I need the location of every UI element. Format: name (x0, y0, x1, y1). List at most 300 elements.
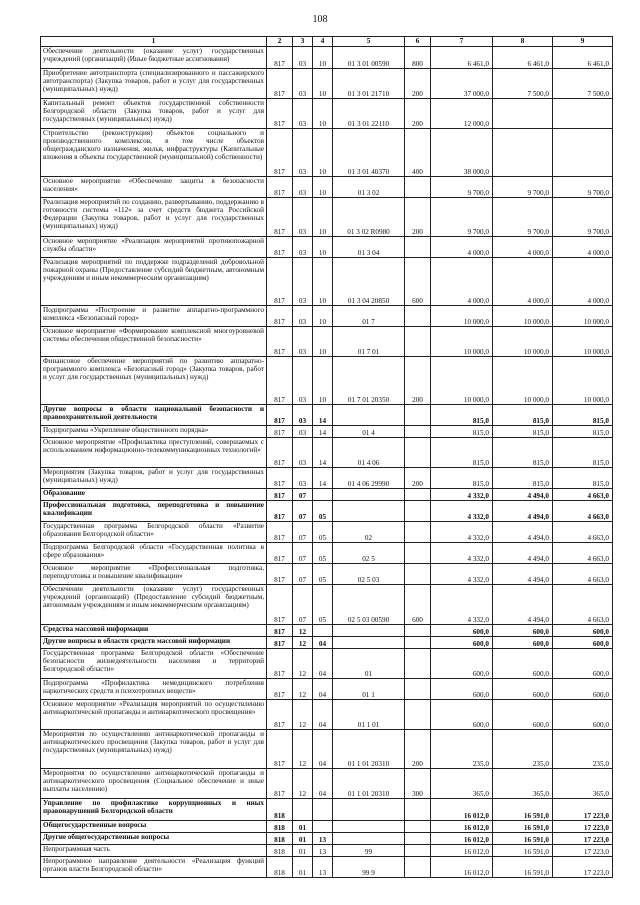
grbs-code: 817 (267, 468, 293, 489)
table-row (41, 468, 613, 489)
expense-type-code (405, 857, 431, 878)
grbs-code: 817 (267, 258, 293, 306)
grbs-code: 817 (267, 700, 293, 730)
row-description: Подпрограмма «Построение и развитие аппаратно-программного комплекса «Безопасный город» (41, 306, 267, 327)
grbs-code: 817 (267, 585, 293, 625)
table-row (41, 625, 613, 637)
amount-year-3: 4 000,0 (553, 237, 613, 258)
subsection-code: 04 (313, 700, 333, 730)
table-row (41, 99, 613, 129)
column-header: 1 (41, 37, 267, 47)
amount-year-2: 600,0 (493, 625, 553, 637)
amount-year-1: 815,0 (431, 468, 493, 489)
amount-year-3: 4 000,0 (553, 258, 613, 306)
amount-year-3: 17 223,0 (553, 857, 613, 878)
amount-year-3: 600,0 (553, 625, 613, 637)
table-row (41, 426, 613, 438)
expense-type-code (405, 564, 431, 585)
subsection-code: 10 (313, 327, 333, 357)
table-row (41, 649, 613, 679)
table-row (41, 821, 613, 833)
amount-year-1: 16 012,0 (431, 845, 493, 857)
table-row (41, 258, 613, 306)
amount-year-3 (553, 129, 613, 177)
table-row (41, 522, 613, 543)
expense-type-code (405, 649, 431, 679)
amount-year-1: 600,0 (431, 649, 493, 679)
grbs-code: 817 (267, 99, 293, 129)
target-article-code: 01 3 01 22110 (333, 99, 405, 129)
amount-year-1: 600,0 (431, 625, 493, 637)
target-article-code: 01 7 01 (333, 327, 405, 357)
grbs-code: 817 (267, 129, 293, 177)
column-header: 9 (553, 37, 613, 47)
grbs-code: 817 (267, 501, 293, 522)
amount-year-3: 17 223,0 (553, 833, 613, 845)
amount-year-3: 4 663,0 (553, 543, 613, 564)
target-article-code: 01 (333, 649, 405, 679)
expense-type-code (405, 306, 431, 327)
subsection-code: 10 (313, 99, 333, 129)
amount-year-1: 9 700,0 (431, 198, 493, 237)
target-article-code: 01 1 (333, 679, 405, 700)
table-row (41, 637, 613, 649)
amount-year-2: 815,0 (493, 405, 553, 426)
subsection-code: 05 (313, 564, 333, 585)
grbs-code: 818 (267, 799, 293, 821)
table-row (41, 543, 613, 564)
expense-type-code (405, 522, 431, 543)
amount-year-3: 17 223,0 (553, 821, 613, 833)
subsection-code: 14 (313, 405, 333, 426)
expense-type-code: 300 (405, 769, 431, 799)
subsection-code: 10 (313, 258, 333, 306)
amount-year-1: 815,0 (431, 426, 493, 438)
row-description: Строительство (реконструкция) объектов социального и производственного комплексов, в том числе объектов общегражданского назначения, жилья, инфраструктуры (Капитальные вложения в объекты государственной (муниципальной) собственности) (41, 129, 267, 177)
section-code: 01 (293, 857, 313, 878)
amount-year-2: 7 500,0 (493, 69, 553, 99)
subsection-code: 10 (313, 177, 333, 198)
amount-year-1: 16 012,0 (431, 799, 493, 821)
amount-year-3: 10 000,0 (553, 357, 613, 405)
target-article-code: 01 3 01 00590 (333, 47, 405, 69)
subsection-code: 05 (313, 543, 333, 564)
row-description: Основное мероприятие «Реализация мероприятий по осуществлению антинаркотической пропаганды и антинаркотического просвещения» (41, 700, 267, 730)
amount-year-3: 7 500,0 (553, 69, 613, 99)
subsection-code: 10 (313, 237, 333, 258)
amount-year-2: 16 591,0 (493, 833, 553, 845)
row-description: Другие вопросы в области средств массовой информации (41, 637, 267, 649)
grbs-code: 818 (267, 833, 293, 845)
table-row (41, 501, 613, 522)
expense-type-code (405, 625, 431, 637)
amount-year-1: 12 000,0 (431, 99, 493, 129)
amount-year-1: 4 332,0 (431, 564, 493, 585)
table-row (41, 799, 613, 821)
expense-type-code (405, 426, 431, 438)
amount-year-2: 4 494,0 (493, 585, 553, 625)
subsection-code: 10 (313, 357, 333, 405)
amount-year-3: 365,0 (553, 769, 613, 799)
amount-year-2: 600,0 (493, 649, 553, 679)
column-header: 8 (493, 37, 553, 47)
expense-type-code: 800 (405, 47, 431, 69)
table-row (41, 679, 613, 700)
target-article-code: 99 9 (333, 857, 405, 878)
section-code: 12 (293, 700, 313, 730)
target-article-code (333, 821, 405, 833)
row-description: Подпрограмма «Укрепление общественного порядка» (41, 426, 267, 438)
target-article-code: 99 (333, 845, 405, 857)
amount-year-2: 4 000,0 (493, 237, 553, 258)
budget-table-container (40, 36, 612, 878)
subsection-code: 13 (313, 857, 333, 878)
section-code: 03 (293, 357, 313, 405)
table-row (41, 47, 613, 69)
amount-year-2 (493, 99, 553, 129)
row-description: Непрограммное направление деятельности «Реализация функций органов власти Белгородской области» (41, 857, 267, 878)
expense-type-code: 200 (405, 468, 431, 489)
target-article-code: 01 7 (333, 306, 405, 327)
table-row (41, 198, 613, 237)
amount-year-3: 9 700,0 (553, 177, 613, 198)
amount-year-2: 815,0 (493, 426, 553, 438)
amount-year-3: 600,0 (553, 637, 613, 649)
expense-type-code (405, 833, 431, 845)
grbs-code: 817 (267, 679, 293, 700)
section-code: 01 (293, 821, 313, 833)
amount-year-2: 815,0 (493, 438, 553, 468)
subsection-code: 04 (313, 649, 333, 679)
column-header: 4 (313, 37, 333, 47)
row-description: Основное мероприятие «Формирование комплексной многоуровневой системы обеспечения общественной безопасности» (41, 327, 267, 357)
row-description: Мероприятия по осуществлению антинаркотической пропаганды и антинаркотического просвещения (Социальное обеспечение и иные выплаты населению) (41, 769, 267, 799)
target-article-code: 01 3 01 40370 (333, 129, 405, 177)
amount-year-3: 600,0 (553, 700, 613, 730)
subsection-code: 04 (313, 679, 333, 700)
amount-year-3: 815,0 (553, 405, 613, 426)
table-body (41, 37, 613, 878)
table-row (41, 489, 613, 501)
grbs-code: 818 (267, 857, 293, 878)
section-code: 03 (293, 438, 313, 468)
target-article-code: 02 5 (333, 543, 405, 564)
grbs-code: 817 (267, 69, 293, 99)
table-row (41, 438, 613, 468)
section-code: 03 (293, 237, 313, 258)
target-article-code: 02 5 03 00590 (333, 585, 405, 625)
row-description: Основное мероприятие «Обеспечение защиты в безопасности населения» (41, 177, 267, 198)
target-article-code: 01 4 06 29990 (333, 468, 405, 489)
table-row (41, 327, 613, 357)
table-row (41, 237, 613, 258)
row-description: Мероприятия (Закупка товаров, работ и услуг для государственных (муниципальных) нужд) (41, 468, 267, 489)
table-row (41, 177, 613, 198)
grbs-code: 817 (267, 47, 293, 69)
expense-type-code: 200 (405, 69, 431, 99)
column-header: 5 (333, 37, 405, 47)
amount-year-2: 9 700,0 (493, 177, 553, 198)
amount-year-1: 815,0 (431, 405, 493, 426)
amount-year-3: 17 223,0 (553, 799, 613, 821)
grbs-code: 817 (267, 198, 293, 237)
grbs-code: 817 (267, 543, 293, 564)
row-description: Финансовое обеспечение мероприятий по развитию аппаратно-программного комплекса «Безопасный город» (Закупка товаров, работ и услуг для государственных (муниципальных) нужд) (41, 357, 267, 405)
subsection-code (313, 821, 333, 833)
amount-year-1: 6 461,0 (431, 47, 493, 69)
table-row (41, 357, 613, 405)
amount-year-3: 10 000,0 (553, 327, 613, 357)
subsection-code: 10 (313, 47, 333, 69)
row-description: Обеспечение деятельности (оказание услуг) государственных учреждений (организаций) (Предоставление субсидий бюджетным, автономным учреждениям и иным некоммерческим организациям) (41, 585, 267, 625)
amount-year-2: 4 000,0 (493, 258, 553, 306)
amount-year-2: 6 461,0 (493, 47, 553, 69)
grbs-code: 817 (267, 637, 293, 649)
amount-year-1: 4 000,0 (431, 237, 493, 258)
target-article-code: 01 3 04 20850 (333, 258, 405, 306)
amount-year-2: 16 591,0 (493, 799, 553, 821)
table-row (41, 845, 613, 857)
target-article-code: 01 7 01 20350 (333, 357, 405, 405)
row-description: Профессиональная подготовка, переподготовка и повышение квалификации (41, 501, 267, 522)
amount-year-3: 600,0 (553, 679, 613, 700)
subsection-code: 04 (313, 769, 333, 799)
grbs-code: 818 (267, 821, 293, 833)
section-code: 03 (293, 69, 313, 99)
amount-year-3: 9 700,0 (553, 198, 613, 237)
section-code: 03 (293, 306, 313, 327)
amount-year-1: 37 000,0 (431, 69, 493, 99)
amount-year-3: 4 663,0 (553, 501, 613, 522)
section-code: 12 (293, 637, 313, 649)
target-article-code: 01 1 01 20310 (333, 730, 405, 769)
subsection-code (313, 489, 333, 501)
expense-type-code: 600 (405, 585, 431, 625)
subsection-code: 10 (313, 306, 333, 327)
amount-year-1: 10 000,0 (431, 357, 493, 405)
amount-year-1: 16 012,0 (431, 833, 493, 845)
amount-year-2: 4 494,0 (493, 501, 553, 522)
amount-year-3: 815,0 (553, 426, 613, 438)
amount-year-3 (553, 99, 613, 129)
section-code: 03 (293, 177, 313, 198)
section-code: 03 (293, 47, 313, 69)
amount-year-2: 600,0 (493, 637, 553, 649)
grbs-code: 817 (267, 357, 293, 405)
table-row (41, 69, 613, 99)
section-code: 03 (293, 405, 313, 426)
section-code: 01 (293, 845, 313, 857)
table-row (41, 769, 613, 799)
row-description: Образование (41, 489, 267, 501)
table-row (41, 833, 613, 845)
amount-year-1: 235,0 (431, 730, 493, 769)
subsection-code: 10 (313, 129, 333, 177)
grbs-code: 817 (267, 177, 293, 198)
column-header: 6 (405, 37, 431, 47)
amount-year-1: 600,0 (431, 637, 493, 649)
grbs-code: 817 (267, 405, 293, 426)
target-article-code: 01 4 06 (333, 438, 405, 468)
row-description: Реализация мероприятий по созданию, развертыванию, поддержанию в готовности системы «112» за счет средств бюджета Российской Федерации (Закупка товаров, работ и услуг для государственных (муниципальных) нужд) (41, 198, 267, 237)
target-article-code: 01 1 01 (333, 700, 405, 730)
section-code: 12 (293, 679, 313, 700)
expense-type-code (405, 821, 431, 833)
row-description: Реализация мероприятий по поддержке подразделений добровольной пожарной охраны (Предоставление субсидий бюджетным, автономным учреждениям и иным некоммерческим организациям) (41, 258, 267, 306)
grbs-code: 817 (267, 426, 293, 438)
expense-type-code (405, 637, 431, 649)
amount-year-2: 365,0 (493, 769, 553, 799)
grbs-code: 817 (267, 237, 293, 258)
expense-type-code: 200 (405, 198, 431, 237)
section-code: 03 (293, 99, 313, 129)
amount-year-2: 10 000,0 (493, 327, 553, 357)
target-article-code: 02 (333, 522, 405, 543)
target-article-code (333, 405, 405, 426)
grbs-code: 817 (267, 564, 293, 585)
amount-year-3: 4 663,0 (553, 522, 613, 543)
expense-type-code (405, 700, 431, 730)
amount-year-1: 4 332,0 (431, 522, 493, 543)
grbs-code: 817 (267, 625, 293, 637)
row-description: Подпрограмма Белгородской области «Государственная политика в сфере образования» (41, 543, 267, 564)
amount-year-3: 815,0 (553, 468, 613, 489)
section-code: 07 (293, 585, 313, 625)
amount-year-2: 4 494,0 (493, 543, 553, 564)
table-row (41, 129, 613, 177)
grbs-code: 817 (267, 769, 293, 799)
expense-type-code: 200 (405, 99, 431, 129)
expense-type-code: 200 (405, 730, 431, 769)
amount-year-1: 600,0 (431, 700, 493, 730)
target-article-code: 01 4 (333, 426, 405, 438)
row-description: Капитальный ремонт объектов государственной собственности Белгородской области (Закупка товаров, работ и услуг для государственных (муниципальных) нужд) (41, 99, 267, 129)
expense-type-code (405, 177, 431, 198)
amount-year-2: 9 700,0 (493, 198, 553, 237)
section-code: 07 (293, 543, 313, 564)
expense-type-code: 600 (405, 258, 431, 306)
target-article-code: 01 3 02 R0980 (333, 198, 405, 237)
target-article-code: 02 5 03 (333, 564, 405, 585)
amount-year-2: 600,0 (493, 679, 553, 700)
amount-year-2: 815,0 (493, 468, 553, 489)
amount-year-2: 4 494,0 (493, 522, 553, 543)
target-article-code: 01 3 02 (333, 177, 405, 198)
page-number: 108 (312, 14, 328, 25)
amount-year-2: 10 000,0 (493, 357, 553, 405)
row-description: Мероприятия по осуществлению антинаркотической пропаганды и антинаркотического просвещения (Закупка товаров, работ и услуг для государственных (муниципальных) нужд) (41, 730, 267, 769)
grbs-code: 817 (267, 489, 293, 501)
grbs-code: 817 (267, 327, 293, 357)
subsection-code: 10 (313, 198, 333, 237)
amount-year-1: 4 332,0 (431, 501, 493, 522)
amount-year-1: 4 000,0 (431, 258, 493, 306)
amount-year-1: 16 012,0 (431, 821, 493, 833)
section-code: 07 (293, 522, 313, 543)
grbs-code: 818 (267, 845, 293, 857)
column-header: 7 (431, 37, 493, 47)
amount-year-1: 10 000,0 (431, 327, 493, 357)
row-description: Непрограммная часть (41, 845, 267, 857)
expense-type-code (405, 799, 431, 821)
amount-year-1: 16 012,0 (431, 857, 493, 878)
target-article-code (333, 489, 405, 501)
amount-year-1: 600,0 (431, 679, 493, 700)
section-code: 03 (293, 426, 313, 438)
amount-year-2: 16 591,0 (493, 821, 553, 833)
row-description: Общегосударственные вопросы (41, 821, 267, 833)
amount-year-1: 38 000,0 (431, 129, 493, 177)
amount-year-1: 9 700,0 (431, 177, 493, 198)
row-description: Средства массовой информации (41, 625, 267, 637)
target-article-code: 01 3 04 (333, 237, 405, 258)
section-code: 07 (293, 564, 313, 585)
section-code: 03 (293, 129, 313, 177)
section-code: 07 (293, 501, 313, 522)
target-article-code (333, 501, 405, 522)
row-description: Основное мероприятие «Профессиональная подготовка, переподготовка и повышение квалификации» (41, 564, 267, 585)
subsection-code: 13 (313, 845, 333, 857)
row-description: Государственная программа Белгородской области «Развитие образования Белгородской области» (41, 522, 267, 543)
section-code: 03 (293, 198, 313, 237)
amount-year-3: 17 223,0 (553, 845, 613, 857)
section-code: 03 (293, 468, 313, 489)
expense-type-code: 200 (405, 357, 431, 405)
section-code: 07 (293, 489, 313, 501)
amount-year-3: 815,0 (553, 438, 613, 468)
row-description: Другие общегосударственные вопросы (41, 833, 267, 845)
grbs-code: 817 (267, 306, 293, 327)
section-code: 12 (293, 649, 313, 679)
amount-year-3: 10 000,0 (553, 306, 613, 327)
subsection-code: 05 (313, 585, 333, 625)
subsection-code: 05 (313, 522, 333, 543)
table-row (41, 585, 613, 625)
row-description: Управление по профилактике коррупционных и иных правонарушений Белгородской области (41, 799, 267, 821)
amount-year-1: 10 000,0 (431, 306, 493, 327)
amount-year-2: 235,0 (493, 730, 553, 769)
amount-year-1: 365,0 (431, 769, 493, 799)
row-description: Подпрограмма «Профилактика немедицинского потребления наркотических средств и психотропных веществ» (41, 679, 267, 700)
expense-type-code (405, 489, 431, 501)
amount-year-3: 4 663,0 (553, 564, 613, 585)
section-code: 12 (293, 730, 313, 769)
table-row (41, 857, 613, 878)
expense-type-code: 400 (405, 129, 431, 177)
target-article-code: 01 1 01 20310 (333, 769, 405, 799)
amount-year-3: 600,0 (553, 649, 613, 679)
target-article-code (333, 625, 405, 637)
table-row (41, 700, 613, 730)
amount-year-3: 4 663,0 (553, 489, 613, 501)
amount-year-2: 10 000,0 (493, 306, 553, 327)
header-row (41, 37, 613, 47)
row-description: Государственная программа Белгородской области «Обеспечение безопасности жизнедеятельности населения и территорий Белгородской области» (41, 649, 267, 679)
column-header: 2 (267, 37, 293, 47)
section-code: 12 (293, 625, 313, 637)
expense-type-code (405, 327, 431, 357)
table-row (41, 405, 613, 426)
expense-type-code (405, 237, 431, 258)
subsection-code (313, 799, 333, 821)
grbs-code: 817 (267, 730, 293, 769)
expense-type-code (405, 438, 431, 468)
section-code: 12 (293, 769, 313, 799)
amount-year-3: 6 461,0 (553, 47, 613, 69)
row-description: Основное мероприятие «Профилактика преступлений, совершаемых с использованием информационно-телекоммуникационных технологий» (41, 438, 267, 468)
amount-year-2: 16 591,0 (493, 857, 553, 878)
amount-year-2: 16 591,0 (493, 845, 553, 857)
